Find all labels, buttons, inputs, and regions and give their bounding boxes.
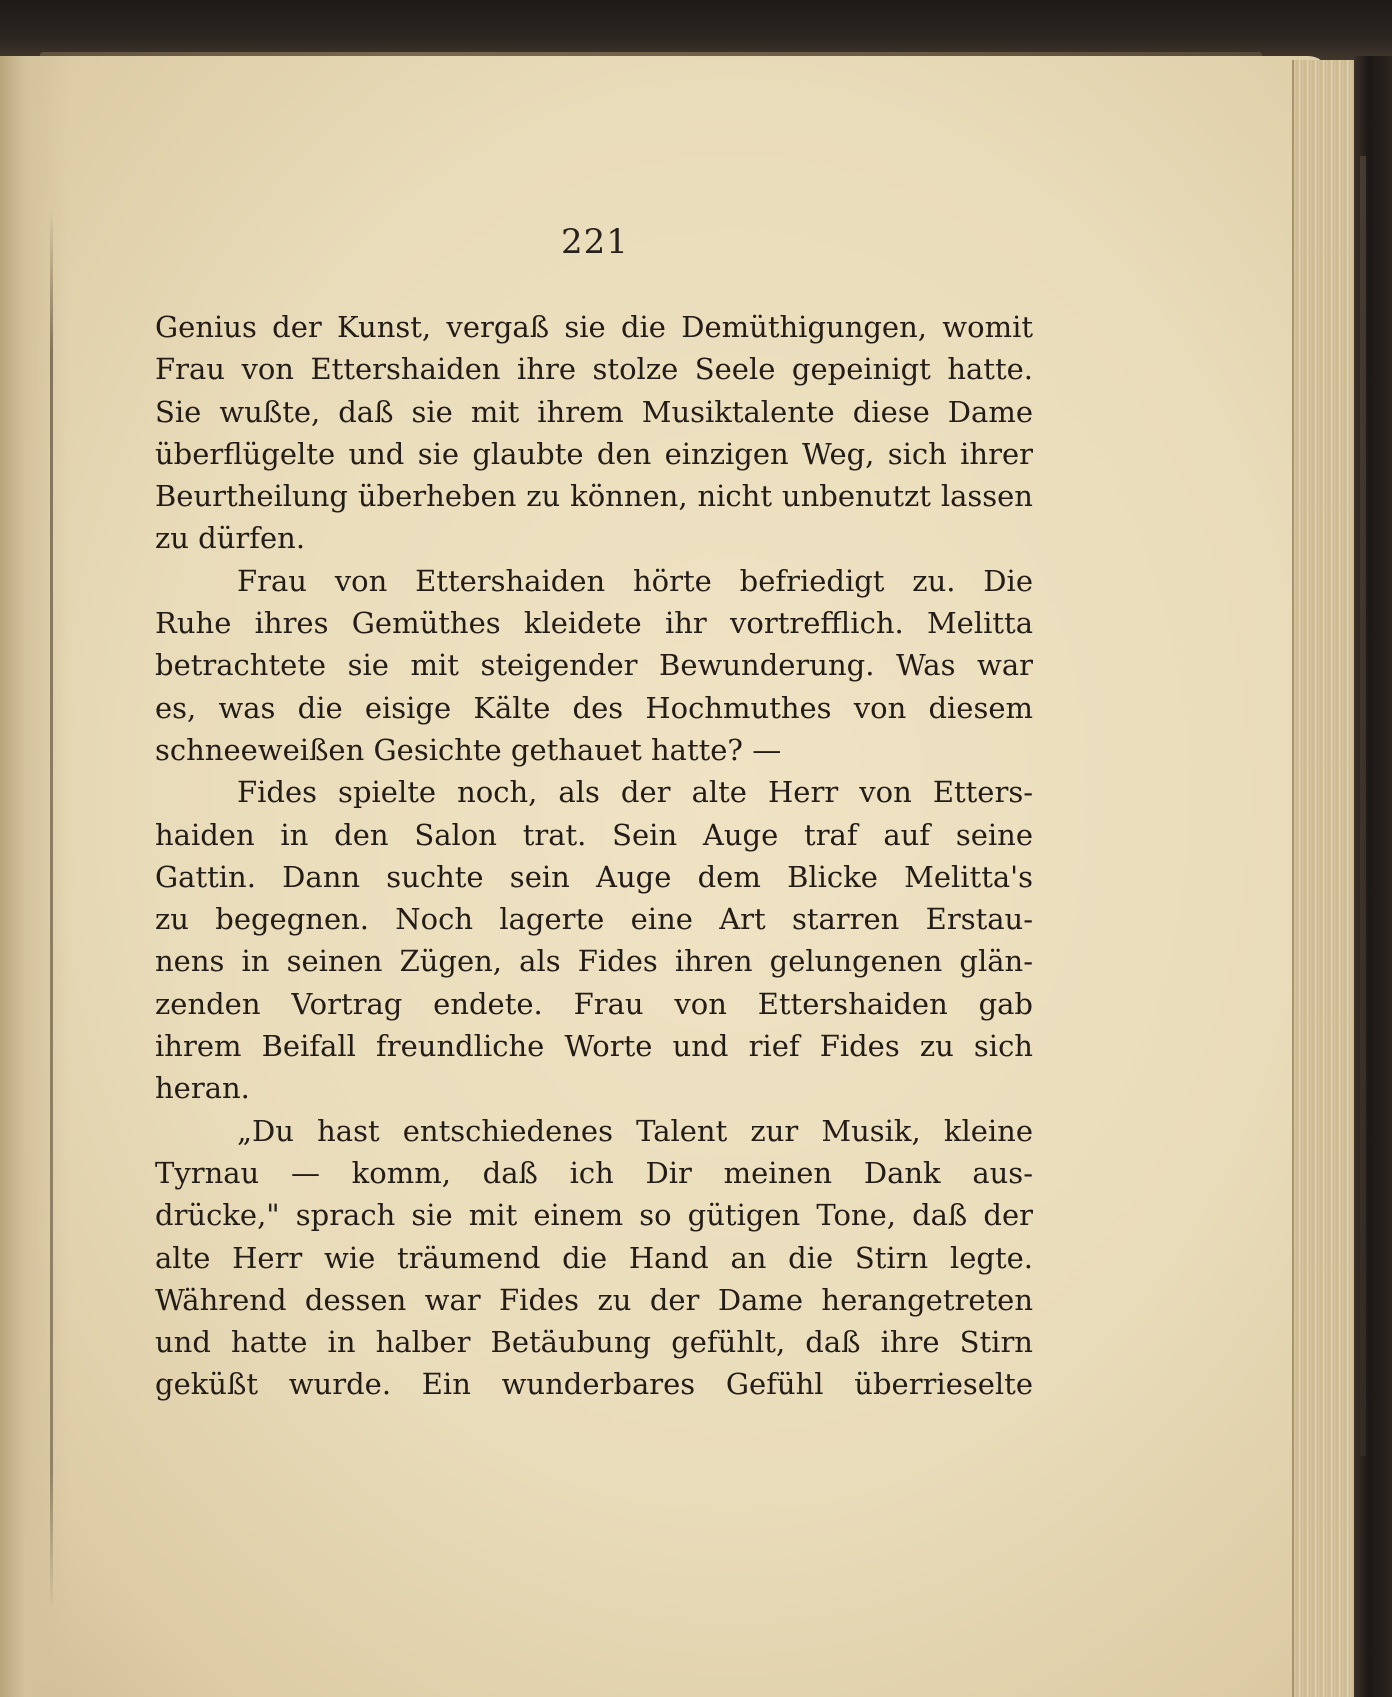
text-line: Sie wußte, daß sie mit ihrem Musiktalente diese Dame	[155, 394, 1033, 429]
page-gutter	[0, 56, 70, 1697]
body-text	[155, 306, 1033, 1406]
text-line: ihrem Beifall freundliche Worte und rief Fides zu sich	[155, 1029, 1033, 1064]
text-line: es, was die eisige Kälte des Hochmuthes von diesem	[155, 690, 1033, 725]
text-line: Frau von Ettershaiden ihre stolze Seele gepeinigt hatte.	[155, 352, 1033, 387]
text-line: „Du hast entschiedenes Talent zur Musik, kleine	[237, 1113, 1033, 1148]
text-line: Frau von Ettershaiden hörte befriedigt zu. Die	[237, 563, 1033, 598]
book-cover-edge	[1354, 56, 1392, 1697]
text-line: nens in seinen Zügen, als Fides ihren gelungenen glän-	[155, 944, 1033, 979]
gutter-shadow-line	[50, 210, 53, 1610]
text-line: heran.	[155, 1071, 250, 1106]
text-line: Gattin. Dann suchte sein Auge dem Blicke Melitta's	[155, 859, 1033, 894]
text-line: Genius der Kunst, vergaß sie die Demüthigungen, womit	[155, 310, 1033, 344]
text-line: überflügelte und sie glaubte den einzigen Weg, sich ihrer	[155, 436, 1033, 471]
page-number: 221	[561, 222, 629, 262]
text-line: zu begegnen. Noch lagerte eine Art starren Erstau-	[155, 902, 1033, 937]
text-line: und hatte in halber Betäubung gefühlt, daß ihre Stirn	[155, 1325, 1033, 1360]
text-line: zu dürfen.	[155, 521, 306, 556]
text-line: Beurtheilung überheben zu können, nicht unbenutzt lassen	[155, 479, 1033, 514]
text-line: drücke," sprach sie mit einem so gütigen Tone, daß der	[155, 1198, 1033, 1233]
text-line: Tyrnau — komm, daß ich Dir meinen Dank aus-	[155, 1155, 1033, 1190]
text-line: betrachtete sie mit steigender Bewunderung. Was war	[155, 648, 1033, 683]
text-line: Ruhe ihres Gemüthes kleidete ihr vortrefflich. Melitta	[155, 606, 1033, 641]
text-line: geküßt wurde. Ein wunderbares Gefühl überrieselte	[155, 1367, 1033, 1402]
page-edges	[1292, 60, 1354, 1697]
text-line: zenden Vortrag endete. Frau von Ettershaiden gab	[155, 986, 1033, 1021]
text-line: Fides spielte noch, als der alte Herr von Etters-	[237, 775, 1033, 810]
text-line: Während dessen war Fides zu der Dame herangetreten	[155, 1282, 1033, 1317]
text-line: alte Herr wie träumend die Hand an die Stirn legte.	[155, 1240, 1033, 1275]
text-line: haiden in den Salon trat. Sein Auge traf auf seine	[155, 817, 1033, 852]
text-line: schneeweißen Gesichte gethauet hatte? —	[155, 732, 782, 767]
